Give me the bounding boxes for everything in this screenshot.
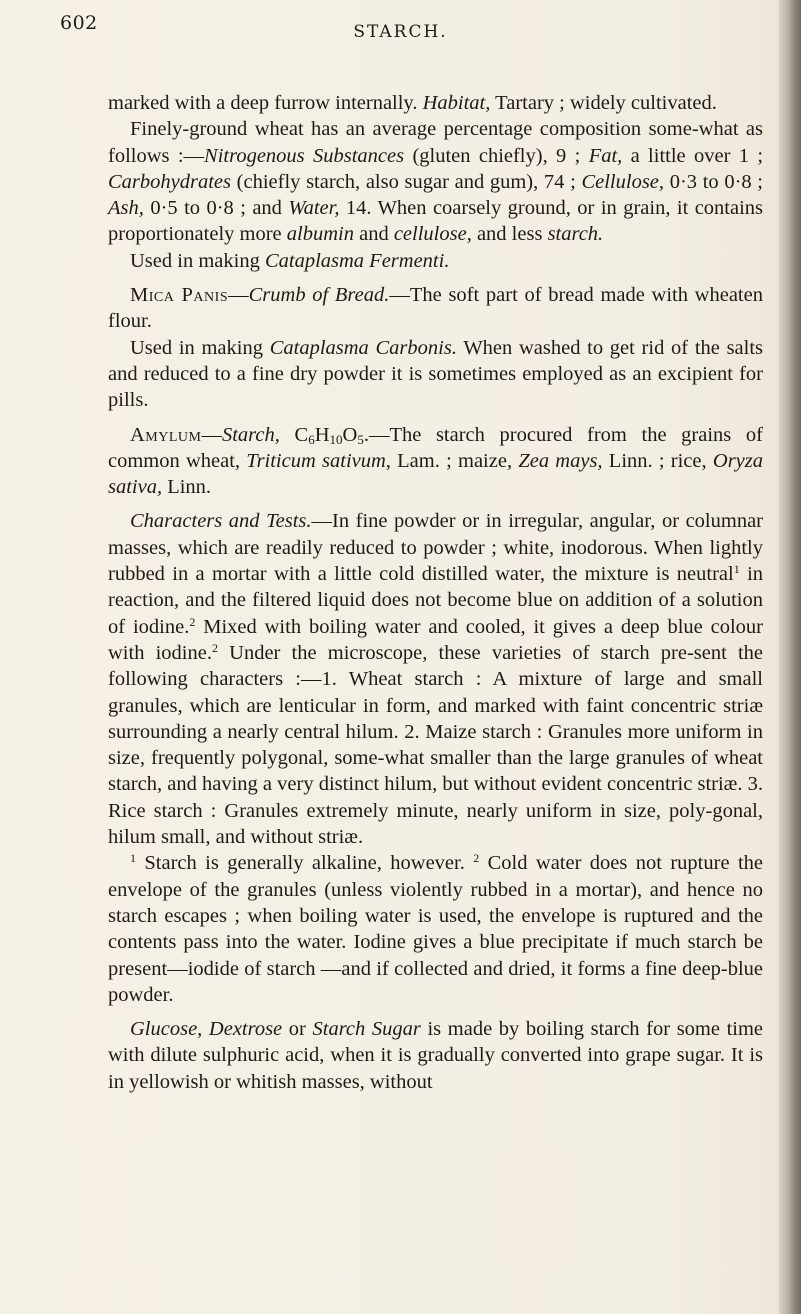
paragraph-characters-tests	[108, 508, 763, 850]
footnote-marker: 2	[473, 851, 480, 866]
paragraph-used-in-carbonis	[108, 335, 763, 414]
formula-element: H	[314, 423, 330, 446]
text-run: Starch is generally alkaline, however.	[144, 852, 465, 875]
page-gutter-shadow	[779, 0, 801, 1314]
page-header	[0, 8, 801, 48]
text-run: Lam. ; maize,	[397, 449, 513, 472]
italic-term: Starch,	[221, 423, 280, 446]
text-run: —	[228, 284, 249, 307]
footnote-marker: 1	[733, 562, 740, 577]
text-run: Linn.	[167, 476, 212, 499]
entry-heading: Mica Panis	[130, 284, 229, 307]
italic-term: albumin	[286, 223, 354, 246]
italic-term: Triticum sativum,	[246, 449, 391, 472]
text-run: marked with a deep furrow internally.	[108, 92, 418, 114]
italic-term: Cellulose,	[581, 170, 665, 193]
paragraph-used-in-fermenti	[108, 248, 763, 274]
running-head: STARCH.	[353, 22, 448, 42]
text-run: —The soft part of bread made with wheaten flour.	[108, 284, 763, 333]
formula-subscript: 5	[357, 431, 364, 447]
formula-subscript: 6	[308, 431, 315, 447]
italic-term: Carbohydrates	[108, 170, 231, 193]
text-run: and less	[476, 223, 543, 246]
text-run: —	[201, 423, 222, 446]
italic-term: Zea mays,	[518, 449, 603, 472]
paragraph-glucose	[108, 1016, 763, 1095]
italic-term: Nitrogenous Substances	[204, 144, 405, 167]
footnote-marker: 1	[130, 851, 136, 866]
italic-term: Crumb of Bread.	[248, 284, 390, 307]
text-run: .—The starch procured from the grains of common wheat,	[108, 423, 763, 472]
page-body	[108, 90, 763, 1095]
italic-term: Ash,	[108, 197, 144, 220]
text-run: is made by boiling starch for some time with dilute sulphuric acid, when it is gradually converted into grape sugar. It is in yellowish or whitish masses, without	[108, 1018, 764, 1093]
italic-term: Oryza sativa,	[108, 449, 763, 499]
italic-term: Water,	[288, 197, 340, 220]
text-run: When washed to get rid of the salts and reduced to a fine dry powder it is sometimes employed as an excipient for pills.	[108, 336, 764, 412]
paragraph-footnotes	[108, 850, 763, 1008]
chemical-formula	[295, 424, 364, 446]
paragraph-composition	[108, 116, 763, 247]
formula-element: O	[342, 423, 358, 446]
text-run: 14. When coarsely ground, or in grain, it contains proportionately more	[108, 197, 764, 246]
entry-heading: Amylum	[130, 423, 202, 446]
italic-term: Habitat,	[422, 92, 491, 114]
text-run: a little over 1 ;	[630, 144, 764, 167]
paragraph-mica-panis	[108, 282, 763, 335]
text-run: Cold water does not rupture the envelope of the granules (unless violently rubbed in a mortar), and hence no starch escapes ; when boiling water is used, the envelope is ruptured and the contents pass into the water. Iodine gives a blue precipitate if much starch be present—iodide of starch —and if collected and dried, it forms a fine deep-blue powder.	[108, 852, 763, 1006]
formula-element: C	[294, 423, 309, 446]
text-run: Tartary ; widely cultivated.	[495, 92, 717, 114]
italic-term: starch.	[547, 223, 604, 246]
italic-term: Cataplasma Carbonis.	[269, 336, 457, 359]
text-run: Under the microscope, these varieties of starch pre-sent the following characters :—1. Wheat starch : A mixture of large and small granules, which are lenticular in form, and marked with faint concentric striæ surrounding a nearly central hilum. 2. Maize starch : Granules more uniform in size, frequently polygonal, some-what smaller than the large granules of wheat starch, and having a very distinct hilum, but without evident concentric striæ. 3. Rice starch : Granules extremely minute, nearly uniform in size, poly-gonal, hilum small, and without striæ.	[108, 641, 764, 849]
text-run: —In fine powder or in irregular, angular, or columnar masses, which are readily reduced to powder ; white, inodorous. When lightly rubbed in a mortar with a little cold distilled water, the mixture is neutral	[108, 510, 763, 586]
text-run: (gluten chiefly), 9 ;	[412, 144, 581, 167]
italic-term: Starch Sugar	[312, 1018, 421, 1041]
paragraph-continuation	[108, 90, 763, 116]
text-run: Used in making	[130, 336, 263, 359]
text-run: Finely-ground wheat has an average percentage composition some-what as follows :—	[108, 118, 763, 167]
text-run: in reaction, and the filtered liquid does not become blue on addition of a solution of iodine.	[108, 563, 764, 638]
text-run: Mixed with boiling water and cooled, it gives a deep blue colour with iodine.	[108, 615, 763, 664]
text-run: 0·3 to 0·8 ;	[669, 170, 764, 193]
text-run: Linn. ; rice,	[608, 449, 707, 472]
italic-term: Fat,	[588, 144, 623, 167]
footnote-marker: 2	[189, 614, 196, 629]
footnote-marker: 2	[211, 640, 218, 655]
text-run: (chiefly starch, also sugar and gum), 74 ;	[236, 170, 576, 193]
paragraph-amylum	[108, 422, 763, 501]
text-run: 0·5 to 0·8 ; and	[150, 197, 282, 220]
page-number: 602	[60, 12, 98, 34]
italic-term: Characters and Tests.	[130, 510, 312, 533]
italic-term: cellulose,	[393, 223, 472, 246]
formula-subscript: 10	[329, 431, 343, 447]
text-run: Used in making	[130, 249, 260, 272]
text-run: and	[359, 223, 389, 246]
italic-term: Cataplasma Fermenti.	[264, 249, 450, 272]
text-run: or	[288, 1018, 306, 1041]
italic-term: Glucose, Dextrose	[130, 1018, 283, 1041]
